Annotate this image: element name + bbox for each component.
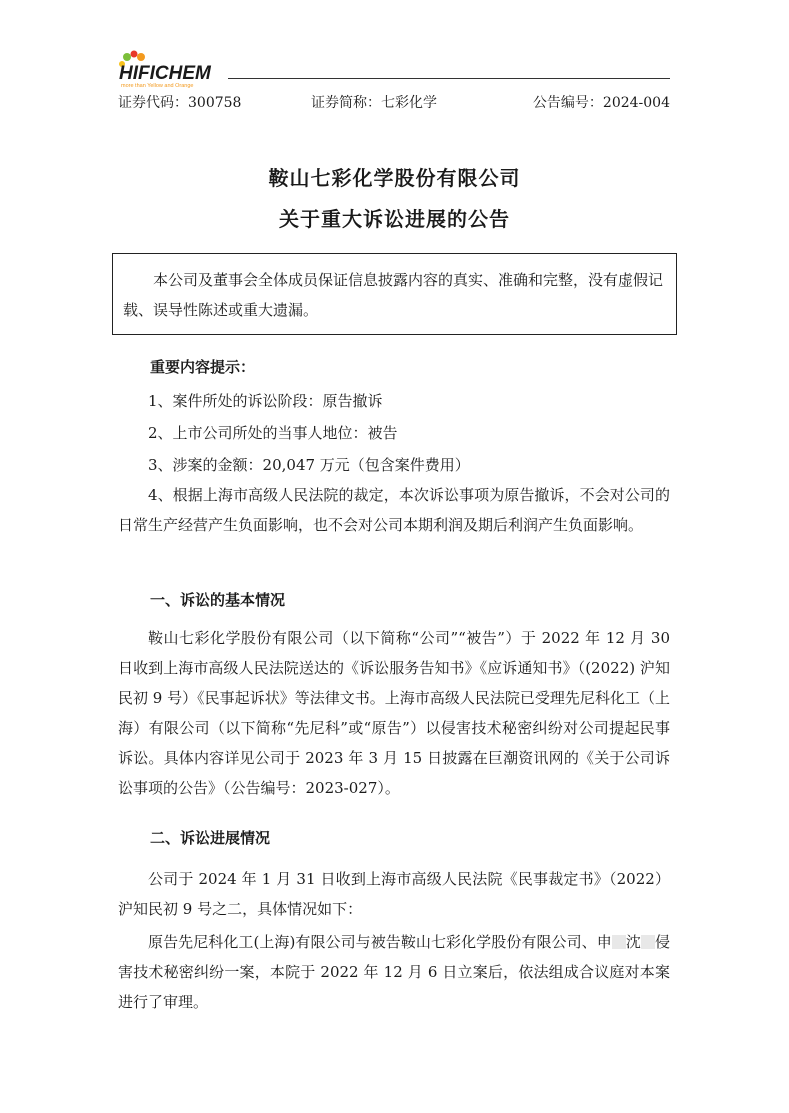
redacted-name-mask (641, 935, 655, 949)
highlight-item: 2、上市公司所处的当事人地位：被告 (148, 424, 398, 442)
logo-wordmark: HIFICHEM (119, 63, 211, 84)
paragraph-text: 原告先尼科化工(上海)有限公司与被告鞍山七彩化学股份有限公司、申 (148, 933, 612, 951)
announcement-number: 公告编号：2024-004 (532, 95, 670, 111)
paragraph-text: 侵害技术秘密纠纷一案，本院于 2022 年 12 月 6 日立案后，依法组成合议庭对本案进行了审理。 (118, 933, 670, 1011)
section-heading: 二、诉讼进展情况 (150, 829, 271, 847)
highlight-item: 1、案件所处的诉讼阶段：原告撤诉 (148, 392, 383, 410)
disclosure-statement-text: 本公司及董事会全体成员保证信息披露内容的真实、准确和完整，没有虚假记载、误导性陈述或重大遗漏。 (123, 271, 664, 319)
document-title-company: 鞍山七彩化学股份有限公司 (268, 166, 521, 190)
section-heading: 一、诉讼的基本情况 (150, 591, 286, 609)
logo-tagline: more than Yellow and Orange (121, 83, 194, 89)
paragraph-text: 沈 (625, 933, 641, 951)
logo-graphic (118, 50, 233, 90)
logo-petal-icon (131, 51, 138, 58)
stock-short-name: 证券简称：七彩化学 (311, 95, 437, 111)
redacted-name-mask (612, 935, 626, 949)
section-paragraph: 鞍山七彩化学股份有限公司（以下简称“公司”“被告”）于 2022 年 12 月 30 日收到上海市高级人民法院送达的《诉讼服务告知书》《应诉通知书》（(2022) 沪知民初 9 号）《民事起诉状》等法律文书。上海市高级人民法院已受理先尼科化工（上海）有限公司（以下简称“先尼科”或“原告”）以侵害技术秘密纠纷对公司提起民事诉讼。具体内容详见公司于 2023 年 3 月 15 日披露在巨潮资讯网的《关于公司诉讼事项的公告》（公告编号：2023-027）。 (118, 629, 670, 797)
highlights-heading: 重要内容提示： (150, 358, 256, 376)
header-divider (228, 78, 670, 79)
logo-petal-icon (123, 53, 131, 61)
highlight-item: 4、根据上海市高级人民法院的裁定，本次诉讼事项为原告撤诉，不会对公司的日常生产经营产生负面影响，也不会对公司本期利润及期后利润产生负面影响。 (118, 486, 670, 534)
highlight-item: 3、涉案的金额：20,047 万元（包含案件费用） (148, 456, 470, 474)
logo-petal-icon (137, 53, 145, 61)
stock-code: 证券代码：300758 (118, 95, 242, 111)
section-paragraph (118, 927, 670, 1017)
disclosure-statement-box (112, 253, 677, 335)
company-logo (118, 50, 233, 90)
header-meta-row (118, 92, 670, 112)
document-title-subject: 关于重大诉讼进展的公告 (279, 207, 510, 231)
section-paragraph: 公司于 2024 年 1 月 31 日收到上海市高级人民法院《民事裁定书》（2022）沪知民初 9 号之二，具体情况如下： (118, 870, 670, 918)
